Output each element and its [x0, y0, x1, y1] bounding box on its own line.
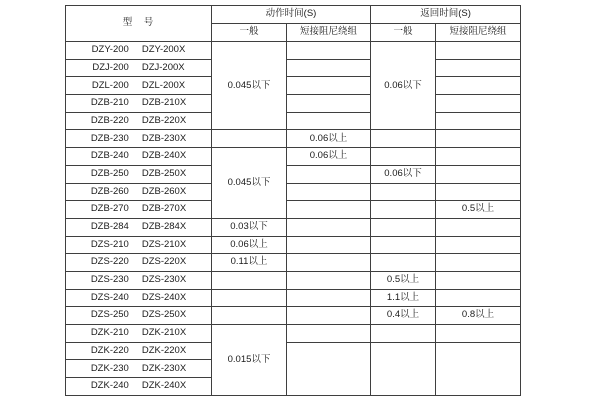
model-cell — [66, 254, 212, 272]
model-name: DZK-240 — [90, 380, 129, 392]
cell-action-damped — [287, 236, 371, 254]
model-name: DZB-284 — [90, 221, 129, 232]
table-row-dzs-210 — [66, 236, 521, 254]
cell-return-damped: 0.8以上 — [436, 307, 521, 325]
cell-return-damped — [436, 236, 521, 254]
model-cell — [66, 360, 212, 378]
cell-return-damped — [436, 130, 521, 148]
table-row-dzk-210 — [66, 325, 521, 343]
spec-table — [65, 5, 521, 396]
cell-action-damped — [287, 325, 371, 343]
model-name: DZS-210 — [90, 238, 129, 250]
model-cell — [66, 236, 212, 254]
cell-action-damped — [287, 59, 371, 77]
model-cell — [66, 130, 212, 148]
table-row-dzb-210 — [66, 95, 521, 113]
cell-action-damped — [287, 201, 371, 219]
model-name: DZS-240 — [90, 291, 129, 303]
cell-action-general — [212, 271, 287, 289]
cell-return-general — [371, 325, 436, 343]
model-cell — [66, 165, 212, 183]
model-name: DZB-210 — [90, 97, 129, 109]
cell-action-general-merged-1: 0.045以下 — [212, 42, 287, 130]
header-model: 型 号 — [66, 6, 212, 42]
model-name-x: DZS-240X — [141, 291, 187, 303]
cell-return-damped — [436, 112, 521, 130]
model-name: DZB-260 — [90, 185, 129, 197]
model-name: DZS-250 — [90, 309, 129, 321]
cell-return-general: 1.1以上 — [371, 289, 436, 307]
header-return-damped: 短接阻尼绕组 — [436, 24, 521, 42]
model-cell — [66, 95, 212, 113]
model-name-x: DZB-284X — [141, 221, 187, 232]
cell-return-general: 0.5以上 — [371, 271, 436, 289]
model-name: DZB-270 — [90, 203, 129, 215]
cell-action-damped — [287, 183, 371, 201]
model-name-x: DZB-270X — [141, 203, 187, 215]
cell-return-general — [371, 218, 436, 236]
model-name-x: DZS-230X — [141, 274, 187, 286]
model-name: DZY-200 — [91, 44, 129, 56]
cell-action-damped — [287, 254, 371, 272]
model-cell — [66, 201, 212, 219]
table-row-dzb-240 — [66, 148, 521, 166]
model-name-x: DZK-230X — [141, 362, 187, 374]
cell-action-damped: 0.06以上 — [287, 148, 371, 166]
cell-action-damped — [287, 271, 371, 289]
table-row-dzs-240 — [66, 289, 521, 307]
header-action-damped: 短接阻尼绕组 — [287, 24, 371, 42]
cell-return-general — [371, 201, 436, 219]
model-name: DZB-240 — [90, 150, 129, 162]
model-cell — [66, 42, 212, 60]
cell-action-general — [212, 130, 287, 148]
cell-return-general: 0.4以上 — [371, 307, 436, 325]
cell-return-damped: 0.5以上 — [436, 201, 521, 219]
table-row-dzj-200 — [66, 59, 521, 77]
cell-action-damped — [287, 95, 371, 113]
model-name: DZK-220 — [90, 344, 129, 356]
table-row-dzk-220 — [66, 342, 521, 360]
cell-return-damped — [436, 325, 521, 343]
model-name-x: DZB-260X — [141, 185, 187, 197]
cell-action-damped: 0.06以上 — [287, 130, 371, 148]
table-row-dzb-250 — [66, 165, 521, 183]
table-row-dzb-284 — [66, 218, 521, 236]
cell-return-general — [371, 183, 436, 201]
cell-return-general-merged-1: 0.06以下 — [371, 42, 436, 130]
cell-return-damped — [436, 289, 521, 307]
model-name-x: DZS-220X — [141, 256, 187, 268]
cell-return-general — [371, 254, 436, 272]
model-cell — [66, 289, 212, 307]
cell-return-damped — [436, 42, 521, 60]
cell-return-damped — [436, 77, 521, 95]
cell-return-damped — [436, 271, 521, 289]
model-name: DZB-250 — [90, 167, 129, 179]
model-name-x: DZK-240X — [141, 380, 187, 392]
model-name-x: DZB-210X — [141, 97, 187, 109]
model-cell — [66, 342, 212, 360]
header-action-general: 一般 — [212, 24, 287, 42]
table-row-dzl-200 — [66, 77, 521, 95]
model-name-x: DZB-250X — [141, 167, 187, 179]
header-row-groups — [66, 6, 521, 24]
model-cell — [66, 183, 212, 201]
model-name-x: DZS-250X — [141, 309, 187, 321]
model-cell — [66, 112, 212, 130]
cell-return-damped — [436, 59, 521, 77]
model-name-x: DZL-200X — [141, 79, 186, 91]
model-name-x: DZB-220X — [141, 114, 187, 126]
table-row-dzb-230 — [66, 130, 521, 148]
cell-action-damped — [287, 307, 371, 325]
model-name: DZK-210 — [90, 327, 129, 339]
model-cell — [66, 307, 212, 325]
cell-action-damped — [287, 112, 371, 130]
table-row-dzs-250 — [66, 307, 521, 325]
model-name: DZS-220 — [90, 256, 129, 268]
model-name: DZB-220 — [90, 114, 129, 126]
cell-action-damped — [287, 165, 371, 183]
cell-return-damped — [436, 95, 521, 113]
cell-return-damped-merged — [436, 342, 521, 395]
cell-return-damped — [436, 183, 521, 201]
table-row-dzb-260 — [66, 183, 521, 201]
model-name-x: DZS-210X — [141, 238, 187, 250]
cell-return-damped — [436, 254, 521, 272]
cell-return-damped — [436, 148, 521, 166]
model-name-x: DZB-240X — [141, 150, 187, 162]
cell-return-damped — [436, 165, 521, 183]
cell-action-general: 0.06以上 — [212, 236, 287, 254]
table-row-dzb-270 — [66, 201, 521, 219]
model-name-x: DZY-200X — [141, 44, 186, 56]
model-name: DZL-200 — [91, 79, 129, 91]
model-name-x: DZJ-200X — [141, 61, 185, 73]
model-cell — [66, 218, 212, 236]
cell-action-general: 0.11以上 — [212, 254, 287, 272]
cell-action-general-merged-2: 0.045以下 — [212, 148, 287, 219]
model-cell — [66, 59, 212, 77]
header-action-time: 动作时间(S) — [212, 6, 371, 24]
table-row-dzy-200 — [66, 42, 521, 60]
model-name: DZB-230 — [90, 132, 129, 144]
cell-return-damped — [436, 218, 521, 236]
model-name: DZS-230 — [90, 274, 129, 286]
cell-action-general: 0.03以下 — [212, 218, 287, 236]
table-row-dzb-220 — [66, 112, 521, 130]
cell-action-general — [212, 289, 287, 307]
model-name-x: DZB-230X — [141, 132, 187, 144]
table-row-dzs-230 — [66, 271, 521, 289]
cell-action-general — [212, 307, 287, 325]
header-return-time: 返回时间(S) — [371, 6, 521, 24]
cell-return-general — [371, 148, 436, 166]
table-row-dzs-220 — [66, 254, 521, 272]
model-cell — [66, 77, 212, 95]
cell-return-general — [371, 236, 436, 254]
model-name-x: DZK-210X — [141, 327, 187, 339]
model-cell — [66, 148, 212, 166]
model-name: DZK-230 — [90, 362, 129, 374]
model-name: DZJ-200 — [92, 61, 129, 73]
cell-action-damped-merged — [287, 342, 371, 395]
cell-return-general — [371, 130, 436, 148]
model-cell — [66, 325, 212, 343]
model-cell — [66, 378, 212, 396]
model-name-x: DZK-220X — [141, 344, 187, 356]
cell-action-general-merged-3: 0.015以下 — [212, 325, 287, 396]
cell-action-damped — [287, 42, 371, 60]
header-return-general: 一般 — [371, 24, 436, 42]
model-cell — [66, 271, 212, 289]
cell-action-damped — [287, 77, 371, 95]
cell-return-general-merged-2 — [371, 342, 436, 395]
cell-action-damped — [287, 218, 371, 236]
cell-action-damped — [287, 289, 371, 307]
cell-return-general: 0.06以下 — [371, 165, 436, 183]
